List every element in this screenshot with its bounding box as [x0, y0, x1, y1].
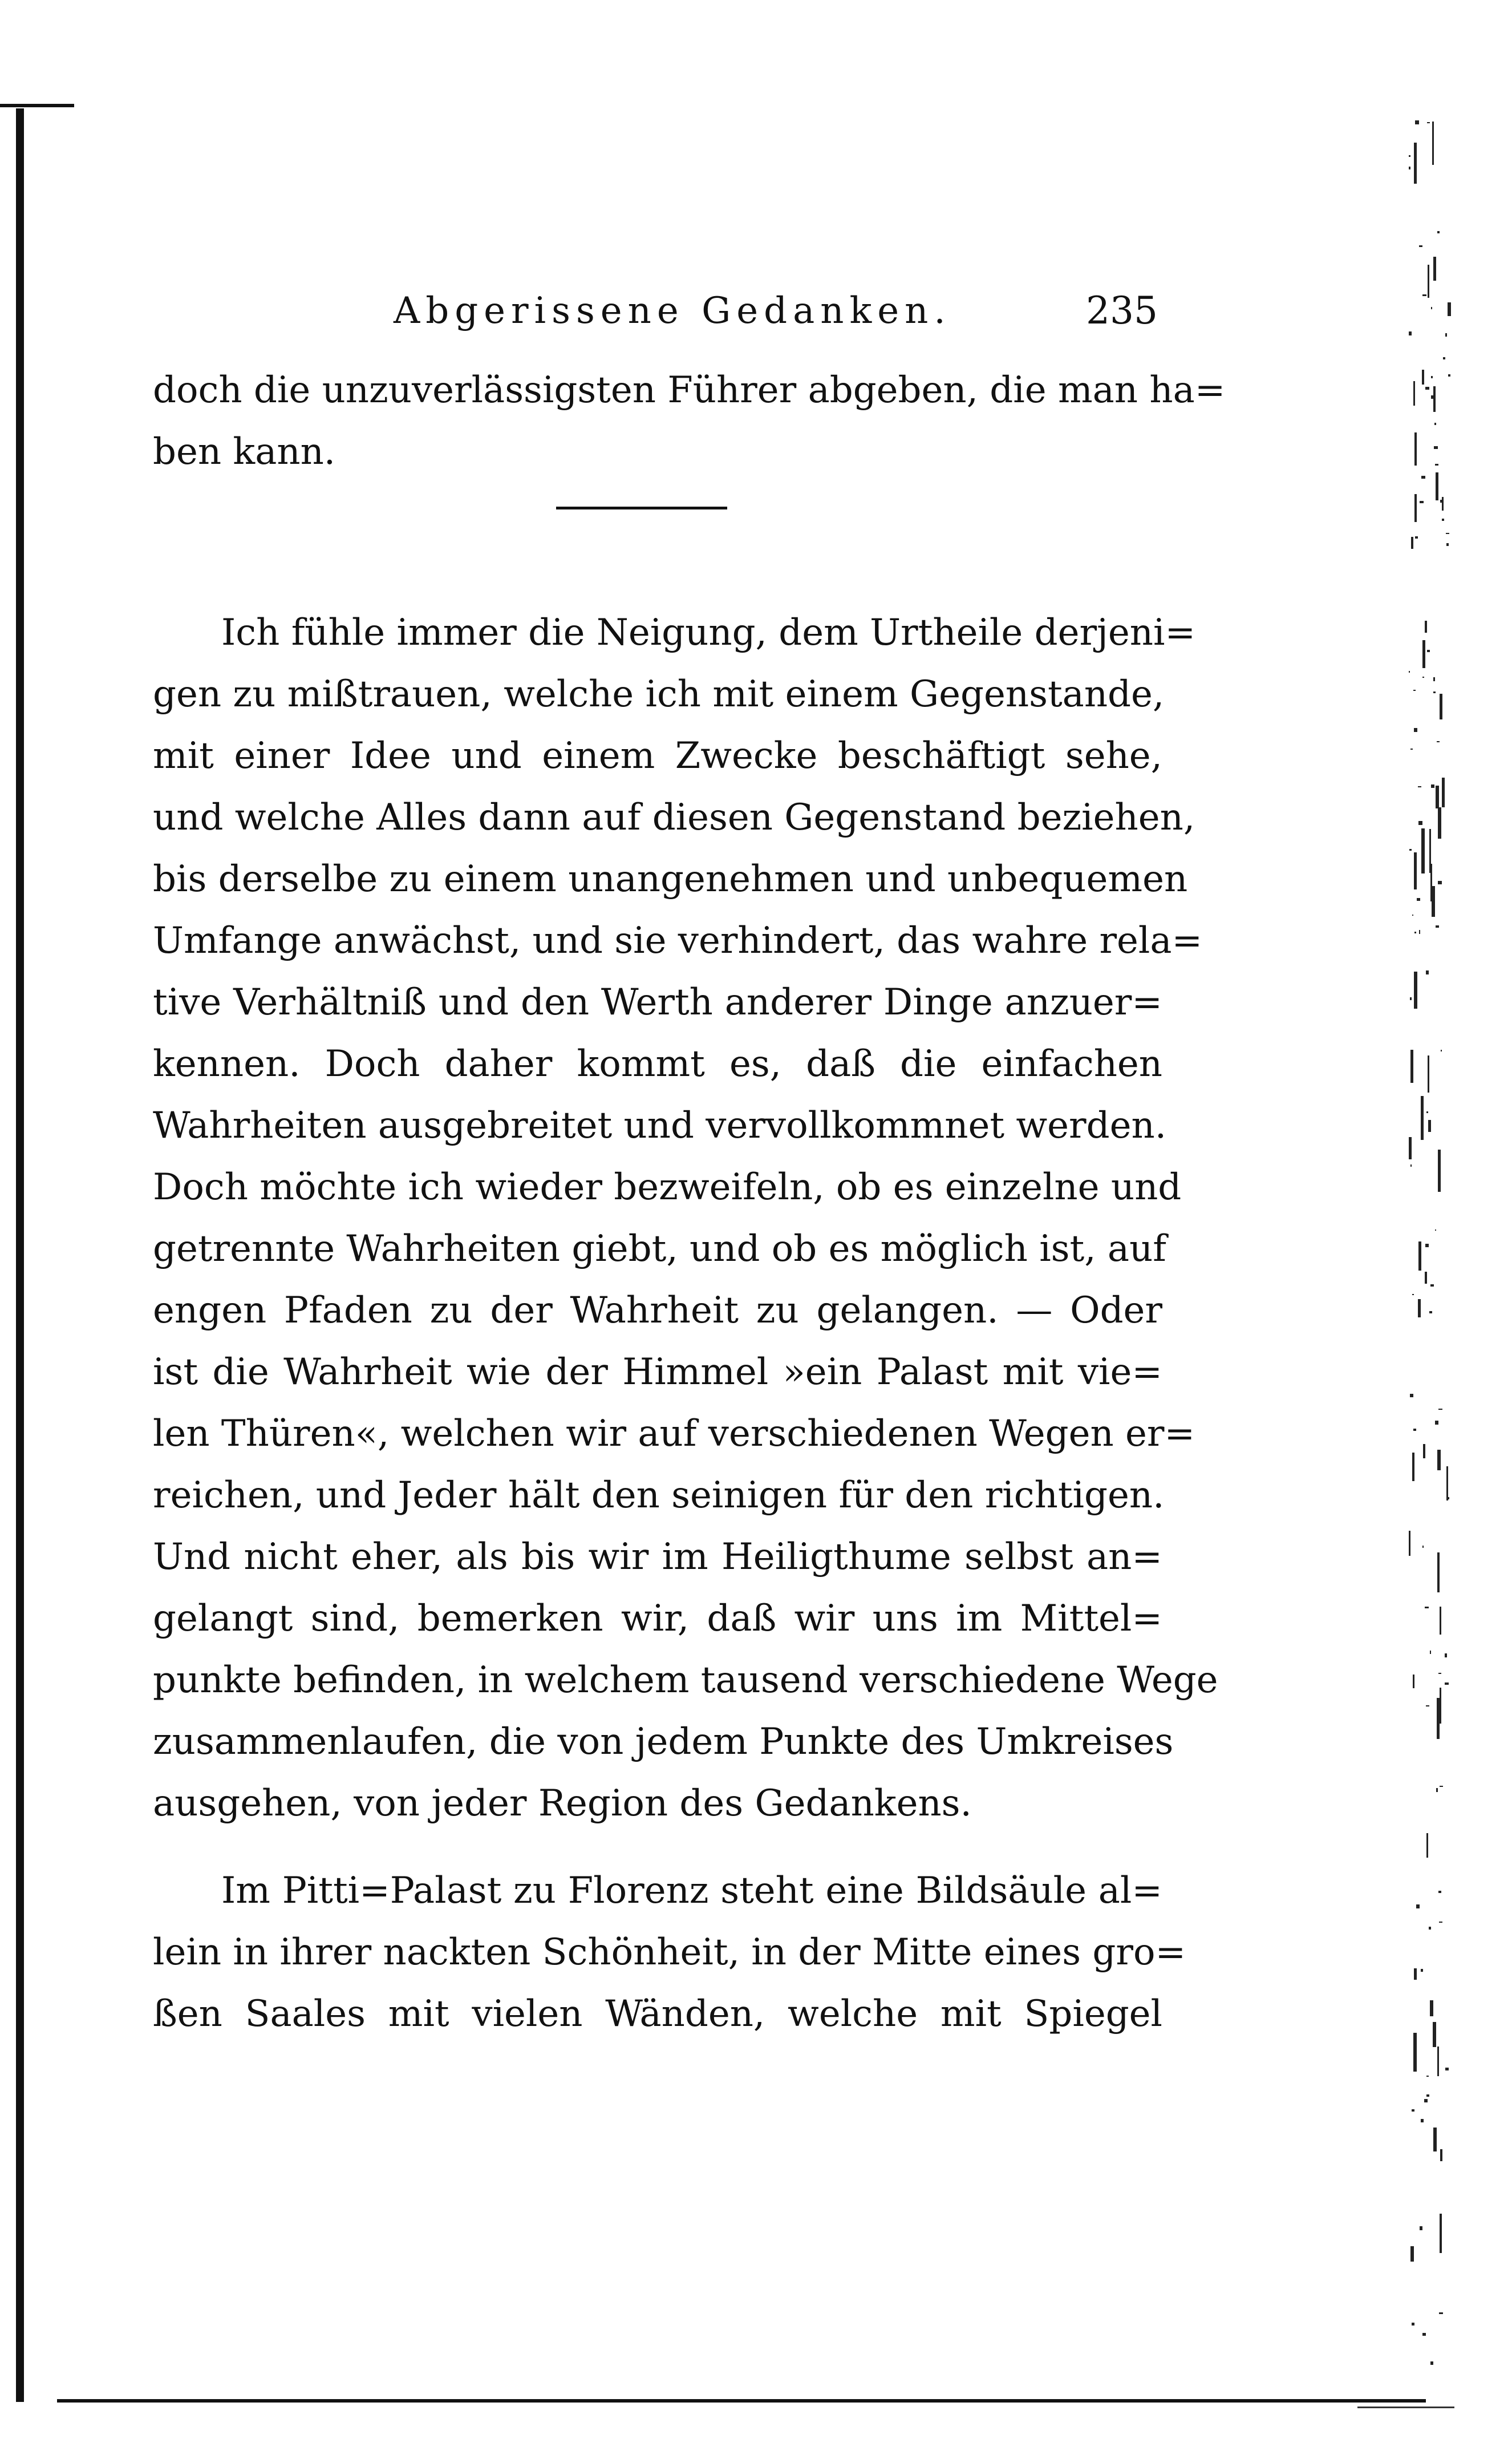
edge-speck	[1445, 1653, 1447, 1657]
edge-speck	[1431, 307, 1432, 309]
text-line: len Thüren«, welchen wir auf verschiedenen Wegen er=	[153, 1413, 1195, 1455]
edge-speck	[1426, 1705, 1429, 1706]
text-line: ausgehen, von jeder Region des Gedankens.	[153, 1782, 972, 1825]
edge-speck	[1429, 829, 1431, 873]
paragraph-continuation	[153, 359, 1226, 483]
text-line: gen zu mißtrauen, welche ich mit einem Gegenstande,	[153, 673, 1165, 715]
edge-speck	[1421, 2119, 1424, 2122]
text-line: Ich fühle immer die Neigung, dem Urtheile derjeni=	[221, 612, 1196, 654]
edge-speck	[1424, 2099, 1428, 2102]
edge-speck	[1412, 2109, 1414, 2112]
edge-speck	[1448, 302, 1451, 316]
edge-speck	[1442, 497, 1444, 511]
text-line: mit einer Idee und einem Zwecke beschäftigt sehe,	[153, 735, 1162, 777]
edge-speck	[1439, 2312, 1443, 2314]
section-separator-rule	[556, 507, 727, 509]
binding-edge-bottom	[57, 2399, 1426, 2403]
edge-speck	[1433, 2022, 1436, 2047]
edge-speck	[1434, 423, 1436, 425]
edge-speck	[1418, 821, 1422, 825]
edge-speck	[1426, 1111, 1428, 1113]
edge-speck	[1445, 2068, 1449, 2070]
edge-speck	[1410, 2246, 1414, 2262]
edge-speck	[1410, 749, 1413, 750]
edge-speck	[1422, 370, 1424, 385]
edge-speck	[1414, 1968, 1417, 1980]
edge-speck	[1409, 331, 1412, 335]
edge-speck	[1421, 1969, 1423, 1972]
text-line: getrennte Wahrheiten giebt, und ob es möglich ist, auf	[153, 1228, 1166, 1270]
binding-edge-top	[0, 104, 74, 107]
edge-speck	[1412, 2323, 1414, 2325]
edge-speck	[1440, 1607, 1441, 1635]
edge-speck	[1438, 807, 1441, 839]
edge-speck	[1410, 1050, 1413, 1083]
edge-speck	[1418, 1299, 1421, 1317]
edge-speck	[1428, 265, 1429, 298]
edge-speck	[1412, 1294, 1414, 1295]
edge-speck	[1440, 500, 1444, 503]
text-line: ben kann.	[153, 431, 336, 473]
edge-speck	[1421, 476, 1425, 479]
edge-speck	[1438, 1409, 1442, 1410]
edge-speck	[1425, 1607, 1429, 1608]
edge-speck	[1409, 1531, 1410, 1556]
edge-speck	[1435, 464, 1438, 466]
edge-speck	[1418, 786, 1421, 787]
edge-speck	[1430, 1284, 1434, 1287]
edge-speck	[1414, 932, 1416, 933]
edge-speck	[1410, 997, 1412, 1000]
edge-speck	[1433, 691, 1436, 693]
edge-speck	[1422, 2333, 1426, 2336]
edge-speck	[1433, 2128, 1437, 2151]
edge-speck	[1417, 898, 1420, 901]
text-line: ist die Wahrheit wie der Himmel »ein Palast mit vie=	[153, 1351, 1162, 1393]
text-line: bis derselbe zu einem unangenehmen und unbequemen	[153, 858, 1188, 900]
edge-speck	[1436, 472, 1438, 500]
edge-speck	[1433, 677, 1435, 681]
text-line: zusammenlaufen, die von jedem Punkte des Umkreises	[153, 1721, 1174, 1763]
edge-speck	[1423, 1444, 1425, 1458]
text-line: reichen, und Jeder hält den seinigen für den richtigen.	[153, 1474, 1165, 1516]
text-line: tive Verhältniß und den Werth anderer Dinge anzuer=	[153, 981, 1162, 1024]
page-edge-right	[1409, 114, 1454, 2396]
edge-speck	[1420, 2226, 1422, 2230]
edge-speck	[1425, 621, 1427, 633]
edge-speck	[1446, 533, 1449, 534]
edge-speck	[1441, 1050, 1442, 1051]
edge-speck	[1409, 671, 1410, 673]
edge-speck	[1410, 1164, 1412, 1167]
edge-speck	[1420, 501, 1424, 503]
edge-speck	[1412, 915, 1413, 916]
paragraph-pitti-palace	[153, 1860, 1186, 2045]
edge-speck	[1437, 741, 1440, 742]
text-line: Wahrheiten ausgebreitet und vervollkommnet werden.	[153, 1105, 1167, 1147]
text-line: gelangt sind, bemerken wir, daß wir uns im Mittel=	[153, 1597, 1162, 1640]
edge-speck	[1435, 1421, 1438, 1425]
edge-speck	[1442, 778, 1445, 807]
text-line: engen Pfaden zu der Wahrheit zu gelangen. — Oder	[153, 1289, 1162, 1332]
edge-speck	[1426, 970, 1429, 974]
text-line: punkte befinden, in welchem tausend verschiedene Wege	[153, 1659, 1218, 1701]
edge-speck	[1413, 690, 1416, 691]
edge-speck	[1416, 1904, 1420, 1908]
running-title: Abgerissene Gedanken.	[394, 290, 951, 332]
text-line: doch die unzuverlässigsten Führer abgeben, die man ha=	[153, 369, 1226, 411]
edge-speck	[1414, 728, 1417, 732]
edge-speck	[1421, 1096, 1424, 1140]
edge-speck	[1419, 930, 1420, 934]
text-line: Umfange anwächst, und sie verhindert, das wahre rela=	[153, 920, 1203, 962]
edge-speck	[1414, 494, 1417, 522]
edge-speck	[1412, 1453, 1414, 1481]
binding-edge-left	[16, 108, 24, 2402]
edge-speck	[1438, 1150, 1441, 1192]
edge-speck	[1440, 1688, 1441, 1724]
edge-speck	[1419, 245, 1422, 247]
edge-speck	[1448, 374, 1450, 377]
text-line: Und nicht eher, als bis wir im Heiligthume selbst an=	[153, 1536, 1162, 1578]
edge-speck	[1425, 387, 1429, 390]
edge-speck	[1425, 1244, 1429, 1247]
edge-speck	[1414, 432, 1417, 466]
edge-speck	[1433, 386, 1436, 412]
binding-edge-bottom-tail	[1357, 2407, 1454, 2408]
edge-speck	[1438, 881, 1442, 884]
edge-speck	[1425, 1272, 1427, 1284]
edge-speck	[1428, 1120, 1431, 1132]
edge-speck	[1440, 2149, 1442, 2161]
edge-speck	[1433, 257, 1436, 281]
edge-speck	[1439, 1922, 1442, 1923]
edge-speck	[1414, 852, 1417, 889]
edge-speck	[1434, 446, 1438, 449]
edge-speck	[1427, 122, 1430, 123]
edge-speck	[1427, 650, 1430, 652]
edge-speck	[1437, 231, 1440, 233]
edge-speck	[1422, 640, 1425, 668]
edge-speck	[1438, 1891, 1441, 1893]
edge-speck	[1413, 1675, 1414, 1688]
edge-speck	[1413, 381, 1415, 406]
edge-speck	[1415, 120, 1419, 124]
edge-speck	[1430, 2361, 1433, 2365]
paragraph-main	[153, 602, 1218, 1834]
edge-speck	[1437, 2047, 1439, 2076]
edge-speck	[1409, 155, 1410, 157]
edge-speck	[1413, 1429, 1416, 1431]
edge-speck	[1438, 1673, 1441, 1674]
edge-speck	[1429, 1311, 1432, 1313]
edge-speck	[1446, 1466, 1448, 1501]
edge-speck	[1421, 828, 1425, 873]
edge-speck	[1437, 1552, 1440, 1592]
edge-speck	[1432, 886, 1435, 917]
edge-speck	[1432, 122, 1434, 165]
edge-speck	[1436, 786, 1439, 808]
edge-speck	[1431, 376, 1433, 378]
edge-speck	[1430, 2000, 1433, 2016]
text-line: lein in ihrer nackten Schönheit, in der Mitte eines gro=	[153, 1931, 1186, 1973]
edge-speck	[1431, 784, 1434, 788]
edge-speck	[1422, 294, 1426, 296]
edge-speck	[1426, 2094, 1429, 2097]
edge-speck	[1409, 1137, 1412, 1159]
edge-speck	[1428, 1055, 1429, 1093]
edge-speck	[1442, 519, 1444, 521]
edge-speck	[1418, 1241, 1421, 1271]
edge-speck	[1414, 143, 1417, 184]
text-line: Im Pitti=Palast zu Florenz steht eine Bildsäule al=	[221, 1870, 1162, 1912]
edge-speck	[1426, 2076, 1429, 2077]
edge-speck	[1435, 1230, 1436, 1231]
edge-speck	[1443, 357, 1445, 359]
text-line: und welche Alles dann auf diesen Gegenstand beziehen,	[153, 796, 1195, 839]
edge-speck	[1429, 1927, 1431, 1930]
edge-speck	[1414, 972, 1417, 1009]
edge-speck	[1411, 537, 1413, 549]
edge-speck	[1436, 925, 1439, 928]
edge-speck	[1415, 536, 1418, 539]
edge-speck	[1409, 167, 1410, 169]
edge-speck	[1422, 677, 1424, 678]
edge-speck	[1413, 2033, 1417, 2072]
edge-speck	[1410, 1394, 1413, 1397]
edge-speck	[1437, 1450, 1441, 1470]
edge-speck	[1440, 1786, 1443, 1787]
edge-speck	[1440, 694, 1442, 719]
edge-speck	[1445, 333, 1447, 337]
edge-speck	[1426, 1833, 1428, 1858]
text-line: kennen. Doch daher kommt es, daß die einfachen	[153, 1043, 1162, 1085]
edge-speck	[1446, 543, 1449, 546]
edge-speck	[1430, 1651, 1431, 1654]
edge-speck	[1445, 1683, 1449, 1685]
running-header	[160, 285, 1158, 337]
edge-speck	[1440, 2214, 1442, 2253]
text-line: ßen Saales mit vielen Wänden, welche mit Spiegel	[153, 1993, 1162, 2035]
page-number: 235	[1086, 289, 1158, 333]
edge-speck	[1436, 1788, 1438, 1792]
edge-speck	[1409, 849, 1412, 851]
edge-speck	[1422, 1546, 1424, 1548]
text-line: Doch möchte ich wieder bezweifeln, ob es einzelne und	[153, 1166, 1182, 1208]
